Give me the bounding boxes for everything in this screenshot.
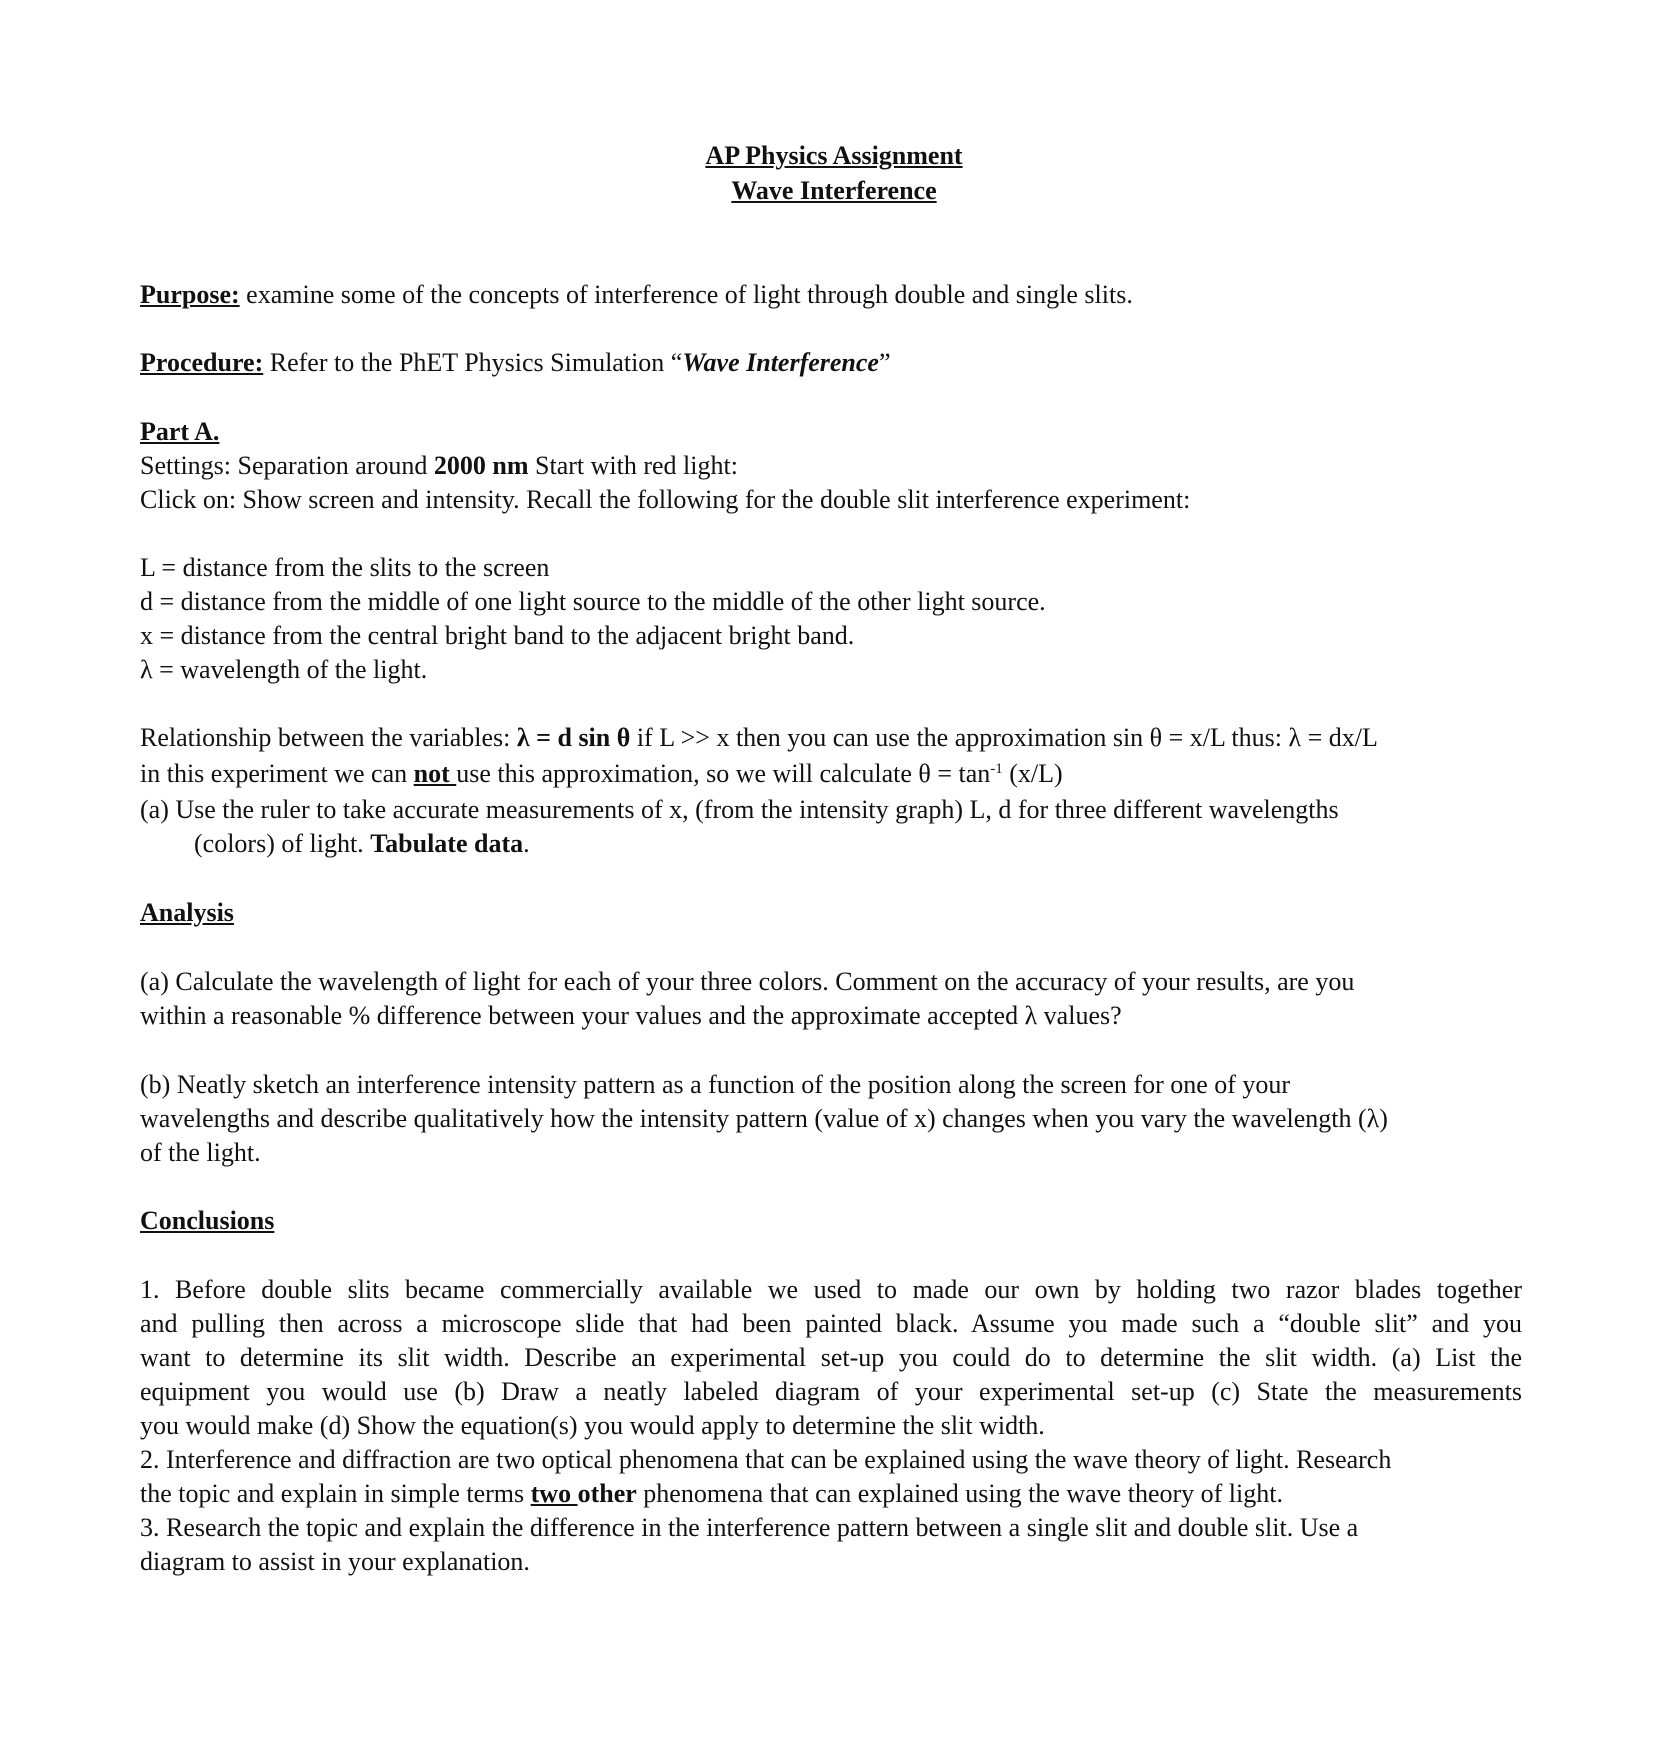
tabulate-data: Tabulate data <box>370 829 524 858</box>
conclusion-1-line5: you would make (d) Show the equation(s) you would apply to determine the slit width. <box>140 1411 1045 1440</box>
conclusion-3-line2: diagram to assist in your explanation. <box>140 1547 530 1576</box>
analysis-b-line2: wavelengths and describe qualitatively how the intensity pattern (value of x) changes when you vary the wavelength (λ) <box>140 1104 1388 1133</box>
conclusion-1-line1: 1. Before double slits became commercially available we used to made our own by holding two razor blades together <box>140 1275 1522 1304</box>
approx-prefix: in this experiment we can <box>140 759 414 788</box>
relationship-line <box>140 721 1378 755</box>
conclusion-1-line4: equipment you would use (b) Draw a neatly labeled diagram of your experimental set-up (c) State the measurements <box>140 1377 1522 1406</box>
part-a-item-a-line1: (a) Use the ruler to take accurate measurements of x, (from the intensity graph) L, d for three different wavelengths <box>140 795 1339 824</box>
approx-superscript: -1 <box>990 761 1003 777</box>
analysis-heading <box>140 896 234 930</box>
settings-suffix: Start with red light: <box>528 451 738 480</box>
definition-lambda: λ = wavelength of the light. <box>140 655 428 684</box>
analysis-b-line3: of the light. <box>140 1138 261 1167</box>
conclusions-heading <box>140 1204 274 1238</box>
approx-mid: use this approximation, so we will calculate θ = tan <box>456 759 991 788</box>
conclusion-3-line1: 3. Research the topic and explain the difference in the interference pattern between a single slit and double slit. Use a <box>140 1513 1359 1542</box>
relationship-prefix: Relationship between the variables: <box>140 723 517 752</box>
analysis-b-line1: (b) Neatly sketch an interference intensity pattern as a function of the position along the screen for one of your <box>140 1070 1291 1099</box>
settings-separation: 2000 nm <box>433 451 529 480</box>
analysis-a-line2: within a reasonable % difference between your values and the approximate accepted λ values? <box>140 1001 1122 1030</box>
approximation-line <box>140 757 1063 791</box>
part-a-heading-text: Part A. <box>140 417 220 446</box>
procedure-close-quote: ” <box>878 348 891 377</box>
conclusion-1-line3: want to determine its slit width. Describe an experimental set-up you could do to determine the slit width. (a) List the <box>140 1343 1522 1372</box>
part-a-item-a-line2 <box>194 827 530 861</box>
procedure-text: Refer to the PhET Physics Simulation “ <box>269 348 683 377</box>
title-block <box>0 138 1668 208</box>
settings-line <box>140 449 738 483</box>
conclusion-2-line1: 2. Interference and diffraction are two optical phenomena that can be explained using the wave theory of light. Research <box>140 1445 1392 1474</box>
approx-not: not <box>413 759 457 788</box>
definition-L: L = distance from the slits to the screen <box>140 553 550 582</box>
analysis-a-line1: (a) Calculate the wavelength of light for each of your three colors. Comment on the accuracy of your results, are you <box>140 967 1355 996</box>
relationship-equation: λ = d sin θ <box>516 723 631 752</box>
part-a-heading <box>140 415 219 449</box>
conclusions-heading-text: Conclusions <box>140 1206 275 1235</box>
conclusion-2-line2 <box>140 1477 1283 1511</box>
c2-other: other <box>577 1479 637 1508</box>
definition-d: d = distance from the middle of one light source to the middle of the other light source. <box>140 587 1046 616</box>
item-a-prefix: (colors) of light. <box>194 829 371 858</box>
document-title: AP Physics Assignment <box>705 141 963 170</box>
click-on-line: Click on: Show screen and intensity. Recall the following for the double slit interference experiment: <box>140 485 1191 514</box>
conclusion-1-line2: and pulling then across a microscope slide that had been painted black. Assume you made such a “double slit” and you <box>140 1309 1522 1338</box>
purpose-label: Purpose: <box>140 280 240 309</box>
c2-two: two <box>530 1479 578 1508</box>
simulation-name: Wave Interference <box>682 348 879 377</box>
document-subtitle: Wave Interference <box>731 176 937 205</box>
item-a-suffix: . <box>523 829 530 858</box>
approx-suffix: (x/L) <box>1002 759 1063 788</box>
purpose-line <box>140 278 1133 312</box>
relationship-suffix: if L >> x then you can use the approximation sin θ = x/L thus: λ = dx/L <box>630 723 1378 752</box>
c2-suffix: phenomena that can explained using the wave theory of light. <box>636 1479 1283 1508</box>
settings-prefix: Settings: Separation around <box>140 451 434 480</box>
c2-prefix: the topic and explain in simple terms <box>140 1479 531 1508</box>
procedure-line <box>140 346 891 380</box>
purpose-text: examine some of the concepts of interference of light through double and single slits. <box>246 280 1133 309</box>
analysis-heading-text: Analysis <box>140 898 234 927</box>
definition-x: x = distance from the central bright band to the adjacent bright band. <box>140 621 855 650</box>
procedure-label: Procedure: <box>140 348 264 377</box>
